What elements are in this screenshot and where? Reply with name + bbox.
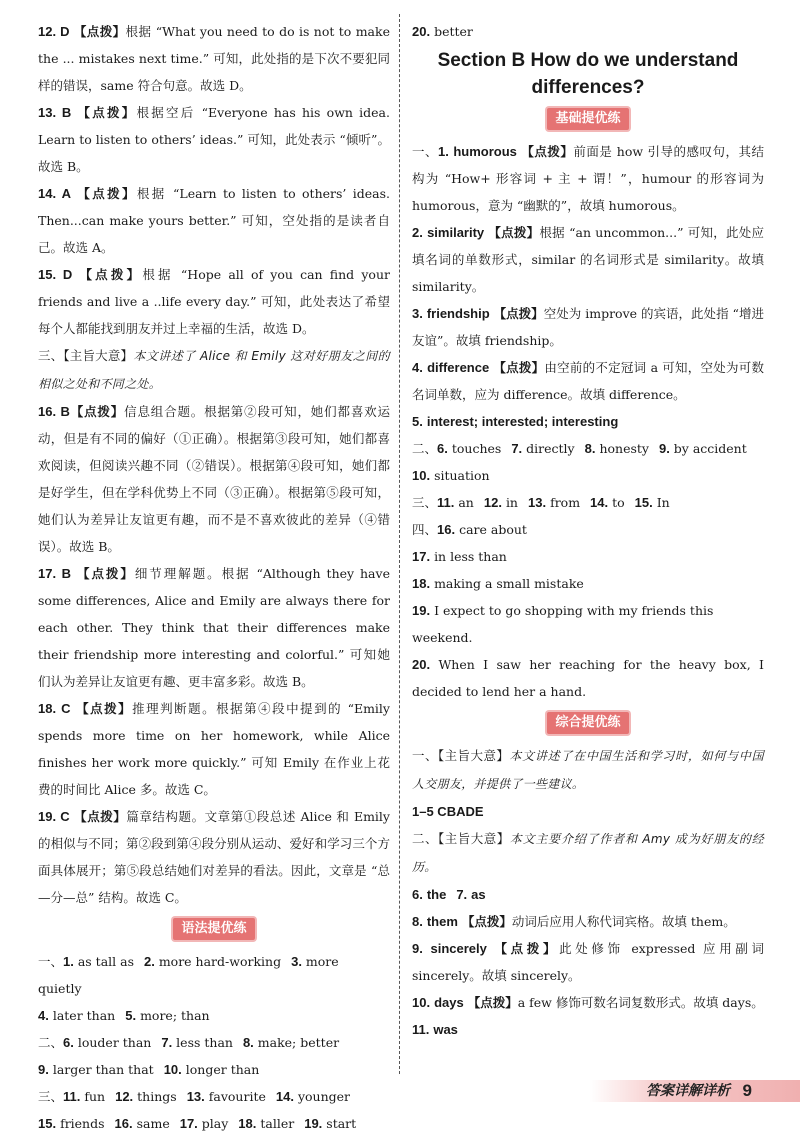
grammar-line-4 xyxy=(38,1056,390,1083)
answer-number: 17. B xyxy=(38,566,72,581)
answer-text: 信息组合题。根据第②段可知，她们都喜欢运动，但是有不同的偏好（①正确）。根据第③段可知，她们都喜欢阅读，但阅读兴趣不同（②错误）。根据第④段可知，她们都是好学生，但在学科优势上不同（③正确）。根据第⑤段可知，她们认为差异让友谊更有趣，而不是不喜欢彼此的差异（④错误）。故选 B。 xyxy=(38,404,390,554)
section-title-line-1: Section B How do we understand xyxy=(437,50,739,71)
item-answer: more quietly xyxy=(38,954,339,996)
item-answer: directly xyxy=(526,441,575,456)
section-prefix: 一、 xyxy=(412,144,438,159)
answer-word: sincerely xyxy=(430,941,487,956)
item-answer: more hard-working xyxy=(158,954,282,969)
item-number: 13. xyxy=(186,1089,205,1104)
answer-17 xyxy=(38,560,390,695)
item-answer: touches xyxy=(451,441,502,456)
answer-number: 10. xyxy=(412,995,431,1010)
answer-number: 10. xyxy=(412,468,431,483)
main-idea-text: 本文主要介绍了作者和 Amy 成为好朋友的经历。 xyxy=(412,832,764,874)
section-prefix: 二、 xyxy=(38,1035,64,1050)
item-number: 7. xyxy=(511,441,523,456)
hint-tag: 【点拨】 xyxy=(493,306,544,321)
grammar-line-6 xyxy=(38,1110,390,1132)
answer-number: 16. xyxy=(437,522,456,537)
item-number: 2. xyxy=(144,954,155,969)
answer-text: better xyxy=(434,24,473,39)
basic-answer-19 xyxy=(412,597,764,651)
answer-text: When I saw her reaching for the heavy box, I decided to lend her a hand. xyxy=(412,657,764,699)
answer-number: 13. B xyxy=(38,105,72,120)
answer-number: 15. D xyxy=(38,267,73,282)
grammar-line-1 xyxy=(38,948,390,1002)
answer-12 xyxy=(38,18,390,99)
grammar-section-header xyxy=(38,917,390,944)
answer-number: 19. xyxy=(412,603,431,618)
item-number: 12. xyxy=(115,1089,134,1104)
basic-answer-17 xyxy=(412,543,764,570)
answer-text: interest; interested; interesting xyxy=(426,414,619,429)
answer-number: 2. xyxy=(412,225,423,240)
answer-text: 根据 “an uncommon...” 可知，此处应填名词的单数形式，similar 的名词形式是 similarity。故填 similarity。 xyxy=(412,225,764,294)
basic-answer-20 xyxy=(412,651,764,705)
item-number: 8. xyxy=(242,1035,254,1050)
answer-number: 11. xyxy=(412,1022,430,1037)
answer-number: 18. C xyxy=(38,701,71,716)
item-number: 8. xyxy=(584,441,596,456)
item-number: 14. xyxy=(590,495,609,510)
answer-text: 篇章结构题。文章第①段总述 Alice 和 Emily 的相似与不同；第②段到第④段分别从运动、爱好和学习三个方面具体展开；第⑤段总结她们对差异的看法。因此，文章是 “总—分—总” 结构。故选 C。 xyxy=(38,809,390,905)
item-answer: taller xyxy=(260,1116,295,1131)
basic-answer-2 xyxy=(412,219,764,300)
column-divider xyxy=(399,14,400,1074)
basic-answer-18 xyxy=(412,570,764,597)
comp-answer-8 xyxy=(412,908,764,935)
answer-text: care about xyxy=(459,522,527,537)
item-number: 11. xyxy=(63,1089,81,1104)
hint-tag: 【点拨】 xyxy=(467,995,518,1010)
grammar-line-5 xyxy=(38,1083,390,1110)
right-column xyxy=(412,18,764,1043)
item-number: 1. xyxy=(63,954,74,969)
item-number: 17. xyxy=(179,1116,198,1131)
answer-number: 18. xyxy=(412,576,431,591)
item-answer: later than xyxy=(52,1008,116,1023)
grammar-badge: 语法提优练 xyxy=(173,918,254,940)
hint-tag: 【点拨】 xyxy=(74,809,127,824)
item-number: 18. xyxy=(238,1116,257,1131)
item-number: 16. xyxy=(114,1116,133,1131)
answer-number: 4. xyxy=(412,360,423,375)
answer-text: 根据空后 “Everyone has his own idea. Learn to listen to others’ ideas.” 可知，此处表示 “倾听”。故选 B。 xyxy=(38,105,390,174)
main-idea-label: 一、【主旨大意】 xyxy=(412,748,510,763)
section-prefix: 四、 xyxy=(412,522,438,537)
item-answer: larger than that xyxy=(52,1062,154,1077)
item-answer: favourite xyxy=(208,1089,266,1104)
answer-20-top xyxy=(412,18,764,45)
section-prefix: 二、 xyxy=(412,441,438,456)
item-answer: the xyxy=(426,887,447,902)
item-answer: honesty xyxy=(599,441,649,456)
answer-text: 细节理解题。根据 “Although they have some differences, Alice and Emily are always there for each other. They think that their differences make their friendship more interesting and colorful.” 可知她们认为差异让友谊更有趣、更丰富多彩。故选 B。 xyxy=(38,566,390,689)
answer-text: a few 修饰可数名词复数形式。故填 days。 xyxy=(517,995,764,1010)
item-answer: friends xyxy=(60,1116,105,1131)
answer-text: situation xyxy=(434,468,490,483)
hint-tag: 【点拨】 xyxy=(494,941,560,956)
hint-tag: 【点拨】 xyxy=(461,914,512,929)
answer-number: 1. xyxy=(438,144,449,159)
answer-word: them xyxy=(426,914,458,929)
hint-tag: 【点拨】 xyxy=(77,105,137,120)
answer-16 xyxy=(38,398,390,560)
answer-text: 空处为 improve 的宾语，此处指 “增进友谊”。故填 friendship。 xyxy=(412,306,764,348)
hint-tag: 【点拨】 xyxy=(493,360,545,375)
answer-word: was xyxy=(433,1022,458,1037)
answer-text: 1–5 CBADE xyxy=(412,804,484,819)
main-idea-text: 本文讲述了在中国生活和学习时，如何与中国人交朋友，并提供了一些建议。 xyxy=(412,749,764,791)
comprehensive-section-header xyxy=(412,711,764,738)
answer-word: days xyxy=(434,995,464,1010)
answer-number: 16. B xyxy=(38,404,70,419)
item-number: 15. xyxy=(634,495,653,510)
section-prefix: 一、 xyxy=(38,954,64,969)
item-number: 15. xyxy=(38,1116,57,1131)
item-number: 9. xyxy=(658,441,670,456)
item-answer: an xyxy=(458,495,474,510)
item-number: 10. xyxy=(163,1062,182,1077)
answer-text: in less than xyxy=(434,549,507,564)
item-number: 5. xyxy=(125,1008,137,1023)
item-number: 7. xyxy=(456,887,468,902)
answer-text: I expect to go shopping with my friends this weekend. xyxy=(412,603,714,645)
item-answer: In xyxy=(656,495,670,510)
basic-answer-1 xyxy=(412,138,764,219)
item-answer: play xyxy=(201,1116,229,1131)
answer-19 xyxy=(38,803,390,911)
comp-section-2-main-idea xyxy=(412,825,764,881)
answer-13 xyxy=(38,99,390,180)
item-answer: things xyxy=(137,1089,177,1104)
answer-number: 14. A xyxy=(38,186,71,201)
basic-answer-10 xyxy=(412,462,764,489)
item-number: 3. xyxy=(291,954,302,969)
answer-text: 根据 “What you need to do is not to make the ... mistakes next time.” 可知，此处指的是下次不要犯同样的错误，same 符合句意。故选 D。 xyxy=(38,24,390,93)
footer-label: 答案详解详析 xyxy=(646,1083,730,1099)
answer-word: friendship xyxy=(426,306,490,321)
hint-tag: 【点拨】 xyxy=(73,24,126,39)
basic-answer-5 xyxy=(412,408,764,435)
answer-number: 19. C xyxy=(38,809,70,824)
item-answer: as xyxy=(471,887,486,902)
item-answer: start xyxy=(326,1116,357,1131)
comp-answers-1-5 xyxy=(412,798,764,825)
main-idea-label: 二、【主旨大意】 xyxy=(412,831,510,846)
answer-text: making a small mistake xyxy=(434,576,584,591)
comp-answer-11 xyxy=(412,1016,764,1043)
item-answer: make; better xyxy=(257,1035,340,1050)
hint-tag: 【点拨】 xyxy=(77,186,137,201)
section-prefix: 三、 xyxy=(38,1089,64,1104)
answer-text: 动词后应用人称代词宾格。故填 them。 xyxy=(511,914,736,929)
answer-number: 3. xyxy=(412,306,423,321)
answer-18 xyxy=(38,695,390,803)
item-number: 13. xyxy=(528,495,547,510)
answer-15 xyxy=(38,261,390,342)
item-number: 6. xyxy=(412,887,423,902)
comp-answer-9 xyxy=(412,935,764,989)
item-number: 4. xyxy=(38,1008,49,1023)
basic-answer-4 xyxy=(412,354,764,408)
answer-word: similarity xyxy=(427,225,485,240)
item-answer: same xyxy=(136,1116,170,1131)
section-prefix: 三、 xyxy=(412,495,438,510)
comp-line-6-7 xyxy=(412,881,764,908)
basic-answer-16 xyxy=(412,516,764,543)
basic-section-header xyxy=(412,107,764,134)
hint-tag: 【点拨】 xyxy=(76,701,133,716)
item-answer: from xyxy=(550,495,581,510)
item-answer: as tall as xyxy=(77,954,134,969)
answer-number: 20. xyxy=(412,24,431,39)
item-answer: to xyxy=(612,495,625,510)
answer-text: 此处修饰 expressed 应用副词 sincerely。故填 sincerely。 xyxy=(412,941,765,983)
item-number: 14. xyxy=(275,1089,294,1104)
page-number: 9 xyxy=(742,1081,752,1100)
answer-number: 17. xyxy=(412,549,431,564)
answer-number: 5. xyxy=(412,414,423,429)
comp-section-1-main-idea xyxy=(412,742,764,798)
grammar-line-2 xyxy=(38,1002,390,1029)
answer-text: 根据 “Learn to listen to others’ ideas. Then...can make yours better.” 可知，空处指的是读者自己。故选 A。 xyxy=(38,186,390,255)
item-number: 7. xyxy=(161,1035,173,1050)
answer-text: 由空前的不定冠词 a 可知，空处为可数名词单数，应为 difference。故填 difference。 xyxy=(412,360,764,402)
answer-word: difference xyxy=(427,360,490,375)
section-title xyxy=(412,47,764,101)
answer-number: 9. xyxy=(412,941,423,956)
answer-14 xyxy=(38,180,390,261)
item-answer: in xyxy=(505,495,518,510)
item-number: 12. xyxy=(483,495,502,510)
item-answer: more; than xyxy=(140,1008,210,1023)
item-answer: longer than xyxy=(185,1062,260,1077)
item-number: 9. xyxy=(38,1062,49,1077)
item-number: 6. xyxy=(63,1035,74,1050)
answer-text: 推理判断题。根据第④段中提到的 “Emily spends more time on her homework, while Alice finishes her work more quickly.” 可知 Emily 在作业上花费的时间比 Alice 多。故选 C。 xyxy=(38,701,390,797)
answer-text: 前面是 how 引导的感叹句，其结构为 “How+ 形容词 + 主 + 谓！”，humour 的形容词为 humorous，意为 “幽默的”，故填 humorous。 xyxy=(412,144,764,213)
section-title-line-2: differences? xyxy=(531,77,645,98)
item-answer: by accident xyxy=(673,441,747,456)
grammar-line-3 xyxy=(38,1029,390,1056)
basic-line-6 xyxy=(412,435,764,462)
item-answer: fun xyxy=(84,1089,106,1104)
item-number: 19. xyxy=(304,1116,323,1131)
comprehensive-badge: 综合提优练 xyxy=(547,712,628,734)
basic-answer-3 xyxy=(412,300,764,354)
basic-badge: 基础提优练 xyxy=(547,108,628,130)
left-column xyxy=(38,18,390,1132)
hint-tag: 【点拨】 xyxy=(69,404,125,419)
hint-tag: 【点拨】 xyxy=(521,144,574,159)
main-idea-label: 三、【主旨大意】 xyxy=(38,348,134,363)
item-answer: less than xyxy=(176,1035,233,1050)
answer-text: 根据 “Hope all of you can find your friends and live a ..life every day.” 可知，此处表达了希望每个人都能找到朋友并过上幸福的生活，故选 D。 xyxy=(38,267,390,336)
basic-line-11 xyxy=(412,489,764,516)
answer-word: humorous xyxy=(453,144,517,159)
hint-tag: 【点拨】 xyxy=(76,566,135,581)
item-number: 11. xyxy=(437,495,455,510)
main-idea-text: 本文讲述了 Alice 和 Emily 这对好朋友之间的相似之处和不同之处。 xyxy=(38,349,390,391)
item-answer: younger xyxy=(297,1089,351,1104)
answer-number: 8. xyxy=(412,914,423,929)
section-3-main-idea xyxy=(38,342,390,398)
answer-number: 20. xyxy=(412,657,431,672)
item-number: 6. xyxy=(437,441,448,456)
answer-number: 12. D xyxy=(38,24,70,39)
hint-tag: 【点拨】 xyxy=(79,267,143,282)
comp-answer-10 xyxy=(412,989,764,1016)
item-answer: louder than xyxy=(77,1035,152,1050)
hint-tag: 【点拨】 xyxy=(488,225,540,240)
